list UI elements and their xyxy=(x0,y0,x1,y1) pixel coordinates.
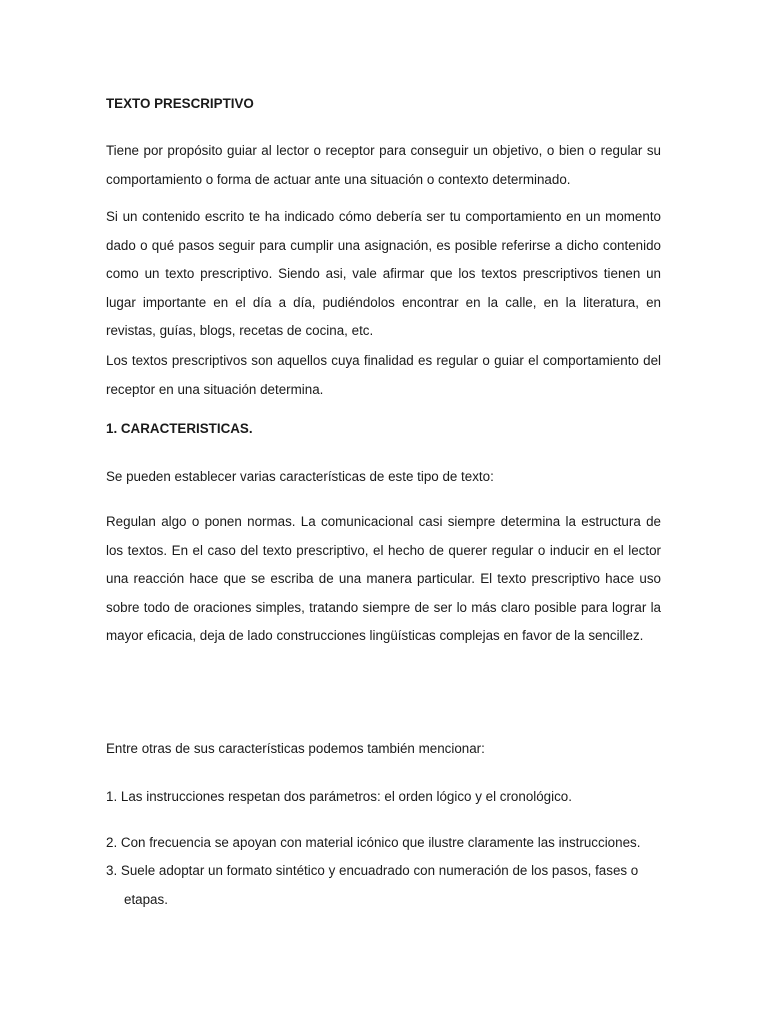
list-item-text: Suele adoptar un formato sintético y encuadrado con numeración de los pasos, fases o etapas. xyxy=(120,863,639,907)
document-title: TEXTO PRESCRIPTIVO xyxy=(106,96,254,111)
list-item-number: 1. xyxy=(106,789,118,804)
list-item xyxy=(106,829,661,858)
list-item xyxy=(106,857,679,914)
paragraph-definition: Los textos prescriptivos son aquellos cuya finalidad es regular o guiar el comportamiento del receptor en una situación determina. xyxy=(106,353,661,397)
list-item-text: Las instrucciones respetan dos parámetros: el orden lógico y el cronológico. xyxy=(120,789,572,804)
list-intro: Entre otras de sus características podemos también mencionar: xyxy=(106,741,485,756)
paragraph-content-description: Si un contenido escrito te ha indicado cómo debería ser tu comportamiento en un momento dado o qué pasos seguir para cumplir una asignación, es posible referirse a dicho contenido como un texto prescriptivo. Siendo asi, vale afirmar que los textos prescriptivos tienen un lugar importante en el día a día, pudiéndolos encontrar en la calle, en la literatura, en revistas, guías, blogs, recetas de cocina, etc. xyxy=(106,209,661,339)
list-item xyxy=(106,783,661,812)
list-item-number: 2. xyxy=(106,835,118,850)
section-body-paragraph: Regulan algo o ponen normas. La comunicacional casi siempre determina la estructura de los textos. En el caso del texto prescriptivo, el hecho de querer regular o inducir en el lector una reacción hace que se escriba de una manera particular. El texto prescriptivo hace uso sobre todo de oraciones simples, tratando siempre de ser lo más claro posible para lograr la mayor eficacia, deja de lado construcciones lingüísticas complejas en favor de la sencillez. xyxy=(106,514,661,644)
list-item-number: 3. xyxy=(106,863,118,878)
section-intro: Se pueden establecer varias características de este tipo de texto: xyxy=(106,469,494,484)
intro-paragraph: Tiene por propósito guiar al lector o receptor para conseguir un objetivo, o bien o regular su comportamiento o forma de actuar ante una situación o contexto determinado. xyxy=(106,143,661,187)
list-item-text: Con frecuencia se apoyan con material icónico que ilustre claramente las instrucciones. xyxy=(120,835,641,850)
section-heading-characteristics: 1. CARACTERISTICAS. xyxy=(106,421,253,436)
